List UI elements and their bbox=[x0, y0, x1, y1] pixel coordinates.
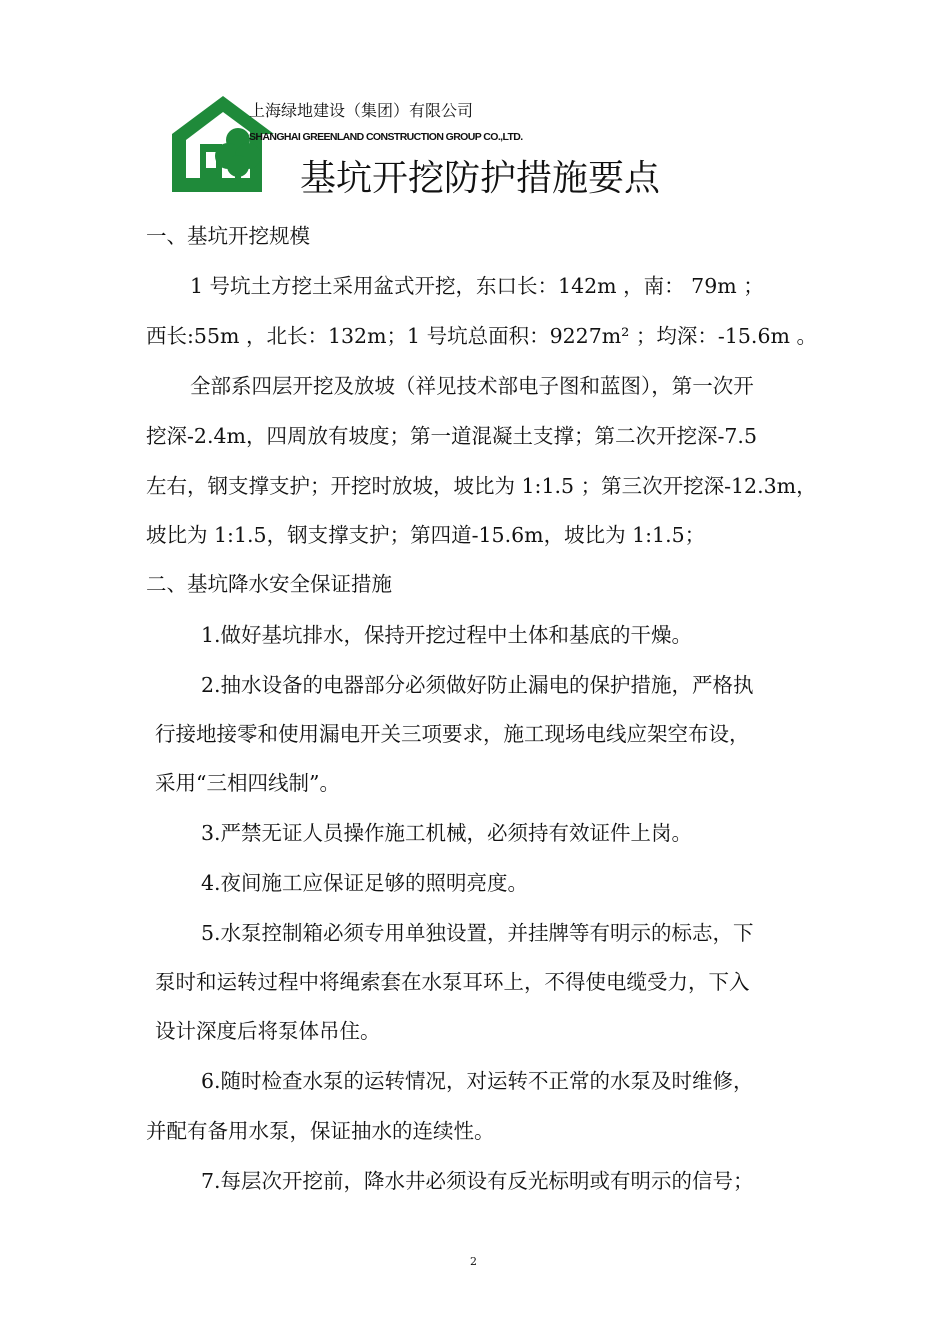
list-item: 7.每层次开挖前，降水井必须设有反光标明或有明示的信号； bbox=[201, 1169, 754, 1193]
list-item: 4.夜间施工应保证足够的照明亮度。 bbox=[201, 871, 529, 895]
company-name-en: SHANGHAI GREENLAND CONSTRUCTION GROUP CO.,LTD. bbox=[249, 131, 523, 143]
paragraph-line: 泵时和运转过程中将绳索套在水泵耳环上，不得使电缆受力，下入 bbox=[155, 970, 750, 994]
paragraph-line: 西长:55m ，北长：132m；1 号坑总面积：9227m² ；均深：-15.6m 。 bbox=[146, 324, 817, 348]
paragraph-line: 并配有备用水泵，保证抽水的连续性。 bbox=[146, 1119, 495, 1143]
list-item: 6.随时检查水泵的运转情况，对运转不正常的水泵及时维修， bbox=[201, 1069, 754, 1093]
page-number: 2 bbox=[470, 1255, 477, 1268]
paragraph-line: 左右，钢支撑支护；开挖时放坡，坡比为 1:1.5 ；第三次开挖深-12.3m， bbox=[146, 474, 817, 498]
paragraph-line: 坡比为 1:1.5，钢支撑支护；第四道-15.6m，坡比为 1:1.5； bbox=[146, 523, 706, 547]
paragraph-line: 1 号坑土方挖土采用盆式开挖，东口长：142m ，南： 79m ； bbox=[190, 274, 764, 298]
list-item: 5.水泵控制箱必须专用单独设置，并挂牌等有明示的标志，下 bbox=[201, 921, 754, 945]
paragraph-line: 挖深-2.4m，四周放有坡度；第一道混凝土支撑；第二次开挖深-7.5 bbox=[146, 424, 757, 448]
list-item: 2.抽水设备的电器部分必须做好防止漏电的保护措施，严格执 bbox=[201, 673, 754, 697]
section-heading-1: 一、基坑开挖规模 bbox=[146, 224, 310, 248]
list-item: 1.做好基坑排水，保持开挖过程中土体和基底的干燥。 bbox=[201, 623, 693, 647]
document-title: 基坑开挖防护措施要点 bbox=[300, 158, 661, 199]
section-heading-2: 二、基坑降水安全保证措施 bbox=[146, 572, 392, 596]
paragraph-line: 采用“三相四线制”。 bbox=[155, 771, 340, 795]
paragraph-line: 设计深度后将泵体吊住。 bbox=[155, 1019, 381, 1043]
paragraph-line: 全部系四层开挖及放坡（祥见技术部电子图和蓝图），第一次开 bbox=[190, 374, 754, 398]
company-name-cn: 上海绿地建设（集团）有限公司 bbox=[249, 101, 474, 120]
paragraph-line: 行接地接零和使用漏电开关三项要求，施工现场电线应架空布设， bbox=[155, 722, 750, 746]
list-item: 3.严禁无证人员操作施工机械，必须持有效证件上岗。 bbox=[201, 821, 693, 845]
